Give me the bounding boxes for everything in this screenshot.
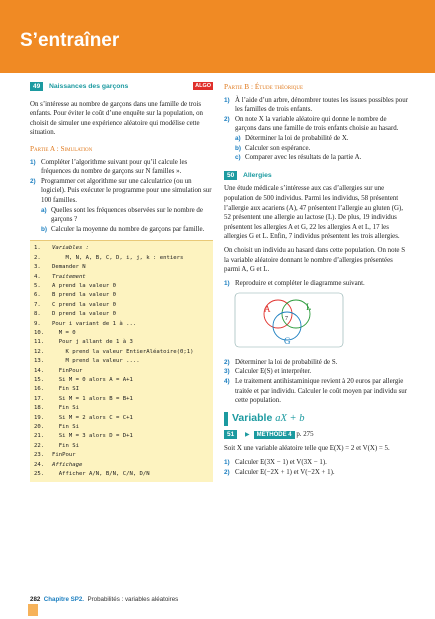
right-column bbox=[224, 82, 409, 477]
line-number: 24. bbox=[34, 461, 45, 468]
question-number: 2) bbox=[30, 177, 36, 185]
chapter-banner bbox=[0, 0, 435, 73]
line-code: M prend la valeur .... bbox=[52, 358, 140, 365]
question-number: 1) bbox=[224, 459, 230, 467]
question-number: 1) bbox=[224, 96, 230, 104]
algorithm-line bbox=[34, 461, 209, 470]
line-code: M, N, A, B, C, D, i, j, k : entiers bbox=[52, 254, 184, 261]
sub-text: Calculer la moyenne du nombre de garçons par famille. bbox=[51, 225, 205, 233]
exercise-header bbox=[224, 171, 409, 181]
question-text: Compléter l’algorithme suivant pour qu’il calcule les fréquences du nombre de garçons sur N familles ». bbox=[41, 158, 188, 176]
line-code: Variables : bbox=[52, 245, 90, 252]
question-text: Déterminer la loi de probabilité de S. bbox=[235, 358, 338, 366]
algorithm-line bbox=[34, 282, 209, 291]
line-code: Fin Si bbox=[52, 442, 79, 449]
line-number: 7. bbox=[34, 301, 41, 308]
line-code: Fin Si bbox=[52, 405, 79, 412]
line-number: 9. bbox=[34, 320, 41, 327]
page-footer bbox=[30, 596, 178, 603]
algo-badge: ALGO bbox=[195, 83, 211, 89]
algorithm-line bbox=[34, 310, 209, 319]
question-text: Reproduire et compléter le diagramme suivant. bbox=[235, 279, 365, 287]
exercise-number: 49 bbox=[30, 82, 43, 91]
line-code: Si M = 0 alors A = A+1 bbox=[52, 377, 133, 383]
sub-letter: c) bbox=[235, 154, 241, 162]
algorithm-line bbox=[34, 320, 209, 329]
exercise-title: Allergies bbox=[242, 171, 272, 179]
line-code: Fin SI bbox=[52, 386, 79, 393]
line-code: K prend la valeur EntierAléatoire(0;1) bbox=[52, 348, 194, 355]
sub-letter: a) bbox=[235, 134, 241, 142]
algorithm-line bbox=[34, 432, 209, 441]
section-title bbox=[232, 414, 304, 424]
algorithm-line bbox=[34, 301, 209, 310]
question-text: Le traitement antihistaminique revient à 20 euros par allergie traitée et par individu. Calculer le coût moyen par individu sur cette population. bbox=[235, 378, 408, 405]
sub-question bbox=[224, 153, 409, 163]
exercise-header bbox=[224, 430, 409, 441]
line-number: 8. bbox=[34, 311, 41, 318]
line-number: 13. bbox=[34, 358, 45, 365]
section-label: Variable bbox=[232, 412, 276, 425]
line-code: Affichage bbox=[52, 461, 83, 468]
line-code: D prend la valeur 0 bbox=[52, 311, 116, 318]
question-item bbox=[30, 158, 213, 177]
algorithm-line bbox=[34, 451, 209, 460]
question-text: Programmer cet algorithme sur une calculatrice (ou un logiciel). Puis exécuter le programme pour une simulation sur 100 familles. bbox=[41, 177, 212, 204]
question-item bbox=[224, 377, 409, 406]
line-number: 15. bbox=[34, 377, 45, 383]
line-code: Afficher A/N, B/N, C/N, D/N bbox=[52, 471, 150, 478]
question-text: Calculer E(3X − 1) et V(3X − 1). bbox=[235, 459, 327, 467]
question-item bbox=[224, 468, 409, 478]
line-number: 1. bbox=[34, 245, 41, 252]
sub-letter: b) bbox=[235, 144, 242, 152]
line-number: 25. bbox=[34, 471, 45, 478]
question-number: 3) bbox=[224, 368, 230, 376]
method-badge: MÉTHODE 4 bbox=[254, 431, 295, 439]
sub-letter: b) bbox=[41, 225, 48, 233]
sub-question bbox=[30, 225, 213, 235]
part-b-heading: Partie B : Étude théorique bbox=[224, 82, 304, 91]
line-number: 22. bbox=[34, 442, 45, 449]
question-item bbox=[224, 115, 409, 134]
algorithm-line bbox=[34, 263, 209, 272]
line-code: FinPour bbox=[52, 367, 83, 374]
line-code: FinPour bbox=[52, 452, 76, 459]
sub-question bbox=[224, 134, 409, 144]
line-number: 14. bbox=[34, 367, 45, 374]
exercise-number: 51 bbox=[224, 430, 237, 439]
line-code: Demander N bbox=[52, 264, 86, 271]
line-code: Si M = 2 alors C = C+1 bbox=[52, 414, 133, 421]
sub-question bbox=[30, 206, 213, 225]
sub-letter: a) bbox=[41, 206, 47, 214]
algorithm-line bbox=[34, 348, 209, 357]
line-number: 2. bbox=[34, 254, 41, 261]
line-number: 23. bbox=[34, 452, 45, 459]
algorithm-line bbox=[34, 273, 209, 282]
line-code: M = 0 bbox=[52, 329, 76, 336]
question-number: 1) bbox=[30, 158, 36, 166]
chapter-title: Probabilités : variables aléatoires bbox=[87, 596, 179, 603]
page-number: 282 bbox=[30, 596, 41, 603]
question-item bbox=[224, 358, 409, 368]
label-l: L bbox=[306, 302, 312, 313]
line-number: 4. bbox=[34, 273, 41, 280]
algorithm-line bbox=[34, 367, 209, 376]
line-number: 17. bbox=[34, 395, 45, 402]
algorithm-line bbox=[34, 329, 209, 338]
algorithm-line bbox=[34, 395, 209, 404]
question-number: 4) bbox=[224, 378, 230, 386]
question-item bbox=[224, 279, 409, 289]
label-g: G bbox=[284, 336, 291, 347]
question-item bbox=[224, 367, 409, 377]
exercise-text: On choisit un individu au hasard dans cette population. On note S la variable aléatoire donnant le nombre d’allergies présentées parmi A, G et L. bbox=[224, 246, 406, 274]
line-number: 21. bbox=[34, 433, 45, 440]
question-text: Calculer E(−2X + 1) et V(−2X + 1). bbox=[235, 468, 335, 476]
algorithm-line bbox=[34, 404, 209, 413]
line-number: 11. bbox=[34, 339, 45, 346]
algorithm-line bbox=[34, 470, 209, 479]
question-number: 2) bbox=[224, 468, 230, 476]
line-number: 16. bbox=[34, 386, 45, 393]
line-code: Pour i variant de 1 à ... bbox=[52, 320, 137, 327]
question-item bbox=[30, 177, 213, 206]
question-number: 1) bbox=[224, 279, 230, 287]
algorithm-box bbox=[30, 240, 213, 482]
section-bar bbox=[224, 412, 228, 426]
exercise-text: Soit X une variable aléatoire telle que E(X) = 2 et V(X) = 5. bbox=[224, 445, 390, 453]
line-code: Traitement bbox=[52, 273, 86, 280]
line-number: 6. bbox=[34, 292, 41, 299]
line-code: Pour j allant de 1 à 3 bbox=[52, 339, 133, 346]
algorithm-line bbox=[34, 376, 209, 385]
line-number: 12. bbox=[34, 348, 45, 355]
algorithm-line bbox=[34, 254, 209, 263]
sub-question bbox=[224, 144, 409, 154]
line-code: Fin Si bbox=[52, 424, 79, 431]
algorithm-line bbox=[34, 423, 209, 432]
section-heading bbox=[224, 412, 409, 426]
algorithm-line bbox=[34, 442, 209, 451]
line-code: A prend la valeur 0 bbox=[52, 282, 116, 289]
exercise-intro: On s’intéresse au nombre de garçons dans une famille de trois enfants. Pour éviter le coût d’une enquête sur la population, on choisit de simuler une expérience aléatoire qui modélise cette situation. bbox=[30, 100, 203, 137]
line-number: 18. bbox=[34, 405, 45, 412]
sub-text: Comparer avec les résultats de la partie A. bbox=[245, 154, 362, 162]
question-number: 2) bbox=[224, 358, 230, 366]
line-number: 10. bbox=[34, 329, 45, 336]
line-code: Si M = 1 alors B = B+1 bbox=[52, 395, 133, 402]
chapter-label: Chapitre SP2. bbox=[43, 596, 85, 603]
left-column bbox=[30, 82, 213, 482]
arrow-icon: ▶ bbox=[244, 431, 250, 438]
corner-mark bbox=[28, 604, 38, 616]
question-item bbox=[224, 458, 409, 468]
center-value: 7 bbox=[285, 316, 288, 323]
section-math: aX + b bbox=[275, 413, 305, 425]
exercise-text: Une étude médicale s’intéresse aux cas d’allergies sur une population de 500 individus. Parmi les individus, 58 présentent l’allergie aux acariens (A), 47 présentent l’allergie au gluten (G), 52 présentent une allergie au lactose (L). De plus, 19 individus présentent les allergies A et G, 22 les allergies A et L, 17 les allergies G et L. Enfin, 7 individus présentent les trois allergies. bbox=[224, 185, 404, 241]
exercise-title: Naissances des garçons bbox=[48, 83, 129, 90]
question-text: Calculer E(S) et interpréter. bbox=[235, 368, 312, 376]
line-number: 20. bbox=[34, 424, 45, 431]
question-text: On note X la variable aléatoire qui donne le nombre de garçons dans une famille de trois enfants choisie au hasard. bbox=[235, 115, 399, 133]
sub-text: Quelles sont les fréquences observées sur le nombre de garçons ? bbox=[51, 206, 203, 224]
question-item bbox=[224, 96, 409, 115]
algorithm-line bbox=[34, 385, 209, 394]
line-number: 3. bbox=[34, 264, 41, 271]
line-number: 5. bbox=[34, 282, 41, 289]
question-number: 2) bbox=[224, 115, 230, 123]
part-a-heading: Partie A : Simulation bbox=[30, 143, 93, 153]
page-title: S’entraîner bbox=[20, 30, 120, 51]
line-number: 19. bbox=[34, 414, 45, 421]
algorithm-line bbox=[34, 291, 209, 300]
method-page: p. 275 bbox=[296, 430, 314, 438]
question-text: À l’aide d’un arbre, dénombrer toutes les issues possibles pour les familles de trois enfants. bbox=[235, 96, 408, 114]
algorithm-line bbox=[34, 244, 209, 253]
algorithm-line bbox=[34, 414, 209, 423]
exercise-number: 50 bbox=[224, 171, 237, 180]
algorithm-line bbox=[34, 357, 209, 366]
label-a: A bbox=[264, 304, 271, 315]
venn-diagram bbox=[234, 292, 344, 348]
line-code: C prend la valeur 0 bbox=[52, 301, 116, 308]
line-code: Si M = 3 alors D = D+1 bbox=[52, 433, 133, 440]
line-code: B prend la valeur 0 bbox=[52, 292, 116, 299]
algorithm-line bbox=[34, 338, 209, 347]
sub-text: Calculer son espérance. bbox=[245, 144, 311, 152]
sub-text: Déterminer la loi de probabilité de X. bbox=[245, 134, 349, 142]
